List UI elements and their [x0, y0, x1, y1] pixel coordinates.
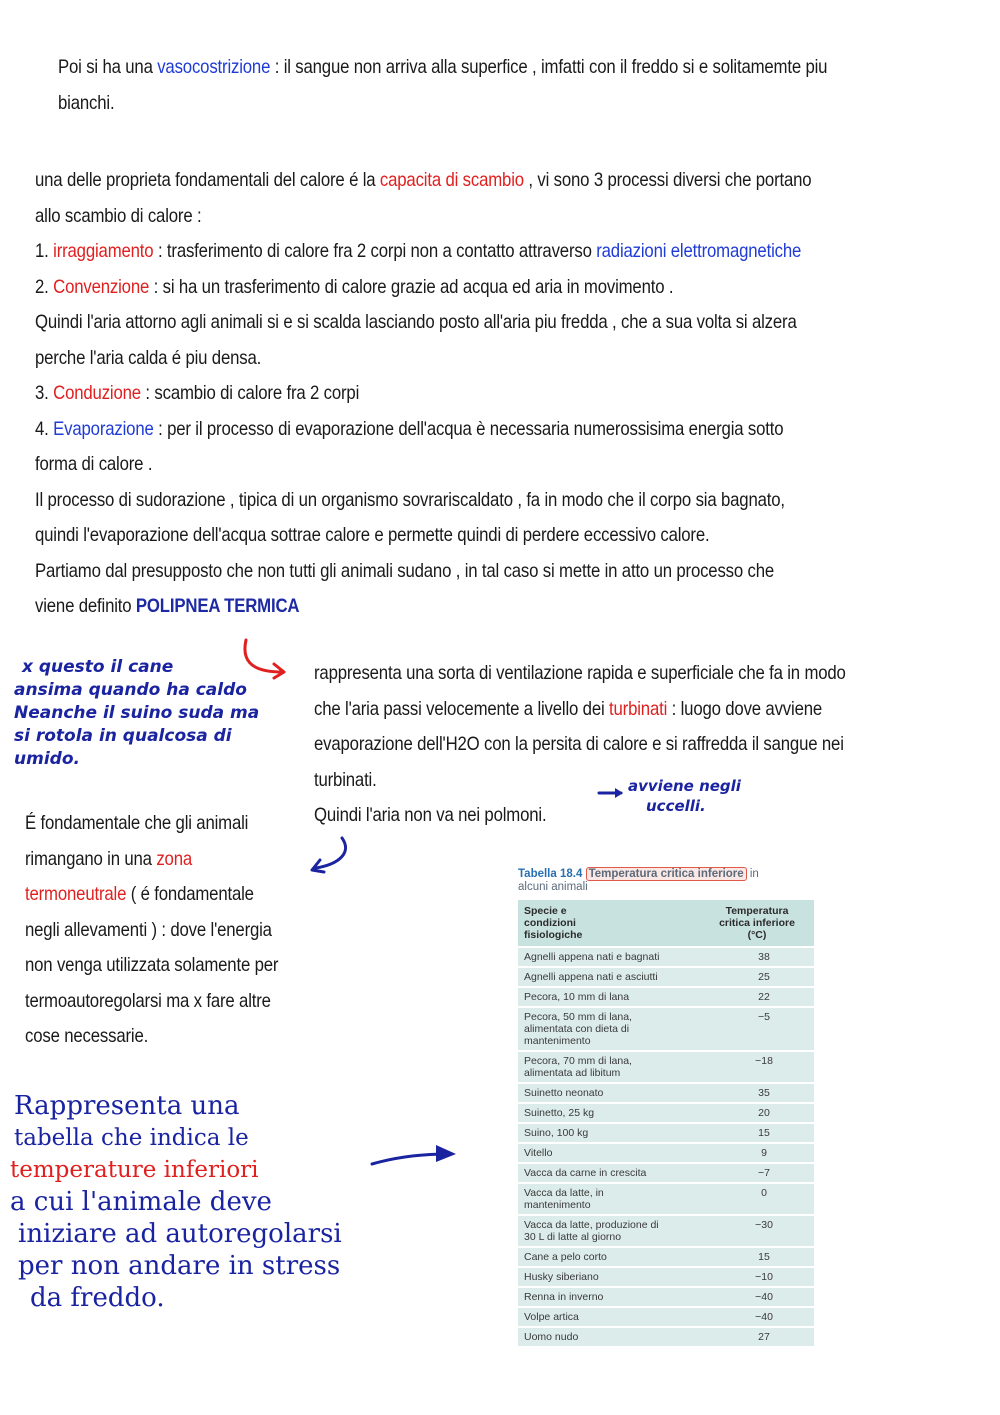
text: 4. [35, 417, 54, 440]
species-text: Vacca da latte, produzione di [524, 1219, 659, 1231]
note-line: avviene negli [628, 777, 741, 795]
temperature-cell: 20 [700, 1103, 814, 1123]
text: 1. [35, 240, 54, 262]
zona-line-5: non venga utilizzata solamente per [25, 954, 279, 976]
polipnea-line-3: evaporazione dell'H2O con la persita di calore e si raffredda il sangue nei [314, 733, 844, 755]
table-row [518, 947, 814, 967]
text: viene definito [35, 595, 136, 617]
species-text: Vacca da latte, in [524, 1187, 604, 1199]
temperature-cell: −40 [700, 1287, 814, 1307]
polipnea-line-4: turbinati. [314, 768, 377, 791]
column-header-species [518, 900, 700, 947]
text: : scambio di calore fra 2 corpi [140, 382, 360, 404]
vasocostrizione-line-1 [58, 50, 827, 86]
heat-exchange-section [35, 163, 811, 625]
species-cell [518, 1007, 700, 1051]
species-cell [518, 1083, 700, 1103]
note-line: a cui l'animale deve [10, 1187, 272, 1217]
polipnea-paragraph [314, 656, 846, 834]
species-text: Cane a pelo corto [524, 1251, 607, 1263]
term-zona: zona [156, 847, 193, 870]
heat-line-2: allo scambio di calore : [35, 204, 202, 227]
note-line: tabella che indica le [14, 1125, 249, 1151]
species-cell [518, 967, 700, 987]
temperature-cell: −7 [700, 1163, 814, 1183]
zona-line-2 [25, 842, 278, 878]
species-cell [518, 947, 700, 967]
species-text: Husky siberiano [524, 1271, 599, 1283]
note-line: x questo il cane [22, 657, 174, 677]
text: che l'aria passi velocemente a livello dei [314, 697, 610, 720]
note-line: uccelli. [646, 797, 706, 815]
process-4 [35, 412, 811, 448]
temperature-cell: 38 [700, 947, 814, 967]
table-title: Temperatura critica inferiore [586, 867, 747, 881]
term-irraggiamento: irraggiamento [53, 240, 154, 262]
temperature-cell: 0 [700, 1183, 814, 1215]
temperature-cell: 15 [700, 1247, 814, 1267]
table-row [518, 1163, 814, 1183]
handwritten-note-dog [14, 656, 259, 771]
table-row [518, 1247, 814, 1267]
text: rimangano in una [25, 847, 157, 870]
text: : si ha un trasferimento di calore grazie ad acqua ed aria in movimento . [149, 275, 674, 298]
species-text: Suino, 100 kg [524, 1127, 589, 1139]
vasocostrizione-line-2: bianchi. [58, 91, 115, 114]
column-header-temperature [700, 900, 814, 947]
table-caption [518, 868, 816, 894]
temperature-cell: 15 [700, 1123, 814, 1143]
term-polipnea-termica: POLIPNEA TERMICA [135, 595, 300, 617]
table-row [518, 1327, 814, 1346]
term-convenzione: Convenzione [53, 275, 150, 298]
temperature-cell: 22 [700, 987, 814, 1007]
table-row [518, 1103, 814, 1123]
temperature-cell: −5 [700, 1007, 814, 1051]
polipnea-line-5: Quindi l'aria non va nei polmoni. [314, 804, 547, 826]
table-title-rest: in [746, 868, 759, 880]
heat-line-1 [35, 163, 811, 199]
text: , vi sono 3 processi diversi che portano [523, 169, 812, 191]
species-cell [518, 1327, 700, 1346]
zona-line-4: negli allevamenti ) : dove l'energia [25, 918, 272, 941]
species-cell [518, 1051, 700, 1083]
temperature-cell: 9 [700, 1143, 814, 1163]
zona-line-1: É fondamentale che gli animali [25, 812, 249, 834]
species-cell [518, 1247, 700, 1267]
text: 2. [35, 275, 54, 298]
table-row [518, 987, 814, 1007]
note-line: si rotola in qualcosa di [14, 726, 232, 746]
note-line: Rappresenta una [14, 1091, 240, 1121]
species-text: alimentata con dieta di [524, 1023, 630, 1035]
temperature-cell: 25 [700, 967, 814, 987]
species-cell [518, 1215, 700, 1247]
table-header-row [518, 900, 814, 947]
term-conduzione: Conduzione [53, 382, 141, 404]
species-text: Pecora, 70 mm di lana, [524, 1055, 632, 1067]
table-row [518, 1007, 814, 1051]
species-text: Uomo nudo [524, 1331, 579, 1343]
polipnea-line-1: rappresenta una sorta di ventilazione rapida e superficiale che fa in modo [314, 662, 846, 684]
text: Temperatura [725, 905, 789, 917]
process-2 [35, 270, 811, 306]
species-text: mantenimento [524, 1035, 591, 1047]
term-capacita-di-scambio: capacita di scambio [379, 169, 524, 191]
text: Specie e [524, 905, 567, 917]
text: : trasferimento di calore fra 2 corpi non a contatto attraverso [153, 240, 597, 262]
table-row [518, 1183, 814, 1215]
table-row [518, 1287, 814, 1307]
arrow-right-icon [597, 786, 627, 800]
sudorazione-line-4 [35, 589, 811, 625]
species-cell [518, 1307, 700, 1327]
term-vasocostrizione: vasocostrizione [157, 56, 271, 78]
sudorazione-line-3: Partiamo dal presupposto che non tutti gli animali sudano , in tal caso si mette in atto un processo che [35, 559, 775, 582]
table-row [518, 1143, 814, 1163]
text: : il sangue non arriva alla superfice , imfatti con il freddo si e solitamemte piu [270, 56, 828, 78]
zona-line-3 [25, 877, 278, 913]
text: ( é fondamentale [126, 883, 254, 905]
curved-arrow-icon [306, 834, 356, 879]
temperature-cell: 27 [700, 1327, 814, 1346]
red-arrow-icon [238, 636, 298, 686]
table-row [518, 1267, 814, 1287]
term-radiazioni: radiazioni elettromagnetiche [596, 240, 802, 262]
process-4-detail: forma di calore . [35, 453, 153, 475]
sudorazione-line-2: quindi l'evaporazione dell'acqua sottrae calore e permette quindi di perdere eccessivo calore. [35, 524, 710, 546]
table-row [518, 1083, 814, 1103]
species-cell [518, 1267, 700, 1287]
process-1 [35, 234, 811, 270]
process-2-detail-1: Quindi l'aria attorno agli animali si e si scalda lasciando posto all'aria piu fredda , che a sua volta si alzera [35, 311, 797, 333]
text: : luogo dove avviene [667, 697, 823, 720]
text: (°C) [747, 929, 767, 941]
sudorazione-line-1: Il processo di sudorazione , tipica di un organismo sovrariscaldato , fa in modo che il corpo sia bagnato, [35, 488, 785, 511]
process-2-detail-2: perche l'aria calda é piu densa. [35, 346, 262, 369]
text: condizioni [524, 917, 576, 929]
process-3 [35, 376, 811, 412]
polipnea-line-2 [314, 692, 846, 728]
term-termoneutrale: termoneutrale [25, 883, 127, 905]
note-line: temperature inferiori [10, 1157, 259, 1183]
vasocostrizione-paragraph [58, 50, 827, 121]
text: Poi si ha una [58, 56, 158, 78]
zona-termoneutrale-paragraph [25, 806, 278, 1055]
species-text: alimentata ad libitum [524, 1067, 621, 1079]
species-text: Suinetto neonato [524, 1087, 604, 1099]
table-row [518, 967, 814, 987]
table-title-line-2: alcuni animali [518, 881, 588, 893]
species-cell [518, 1123, 700, 1143]
species-text: mantenimento [524, 1199, 591, 1211]
species-cell [518, 1163, 700, 1183]
temperature-cell: −10 [700, 1267, 814, 1287]
zona-line-7: cose necessarie. [25, 1025, 149, 1047]
handwritten-note-birds [628, 776, 741, 816]
table-row [518, 1123, 814, 1143]
species-text: Agnelli appena nati e bagnati [524, 951, 660, 963]
handwritten-note-table [10, 1090, 342, 1314]
species-text: Volpe artica [524, 1311, 579, 1323]
temperature-cell: −18 [700, 1051, 814, 1083]
text: : per il processo di evaporazione dell'acqua è necessaria numerossisima energia sotto [153, 417, 784, 440]
text: 3. [35, 382, 54, 404]
note-line: Neanche il suino suda ma [14, 703, 260, 723]
temperature-cell: 35 [700, 1083, 814, 1103]
text: fisiologiche [524, 929, 583, 941]
note-line: umido. [14, 749, 80, 769]
table-row [518, 1051, 814, 1083]
table-body [518, 947, 814, 1346]
table-row [518, 1215, 814, 1247]
species-cell [518, 1287, 700, 1307]
temperature-cell: −40 [700, 1307, 814, 1327]
text: una delle proprieta fondamentali del calore é la [35, 169, 380, 191]
table-row [518, 1307, 814, 1327]
species-text: Vitello [524, 1147, 553, 1159]
note-line: iniziare ad autoregolarsi [18, 1219, 342, 1249]
critical-temperature-table [518, 900, 814, 1346]
zona-line-6: termoautoregolarsi ma x fare altre [25, 989, 271, 1012]
species-cell [518, 1103, 700, 1123]
term-turbinati: turbinati [609, 697, 668, 720]
term-evaporazione: Evaporazione [53, 417, 154, 440]
temperature-cell: −30 [700, 1215, 814, 1247]
species-text: Suinetto, 25 kg [524, 1107, 595, 1119]
species-text: Renna in inverno [524, 1291, 604, 1303]
species-cell [518, 1183, 700, 1215]
species-text: 30 L di latte al giorno [524, 1231, 622, 1243]
note-line: ansima quando ha caldo [14, 680, 247, 700]
species-text: Pecora, 50 mm di lana, [524, 1011, 632, 1023]
note-line: per non andare in stress [18, 1251, 341, 1281]
temperature-table [518, 868, 816, 1346]
species-cell [518, 1143, 700, 1163]
table-label: Tabella 18.4 [518, 868, 583, 880]
species-text: Pecora, 10 mm di lana [524, 991, 630, 1003]
arrow-right-icon [370, 1140, 465, 1170]
species-text: Vacca da carne in crescita [524, 1167, 647, 1179]
text: critica inferiore [719, 917, 795, 929]
species-text: Agnelli appena nati e asciutti [524, 971, 658, 983]
note-line: da freddo. [30, 1283, 165, 1313]
species-cell [518, 987, 700, 1007]
